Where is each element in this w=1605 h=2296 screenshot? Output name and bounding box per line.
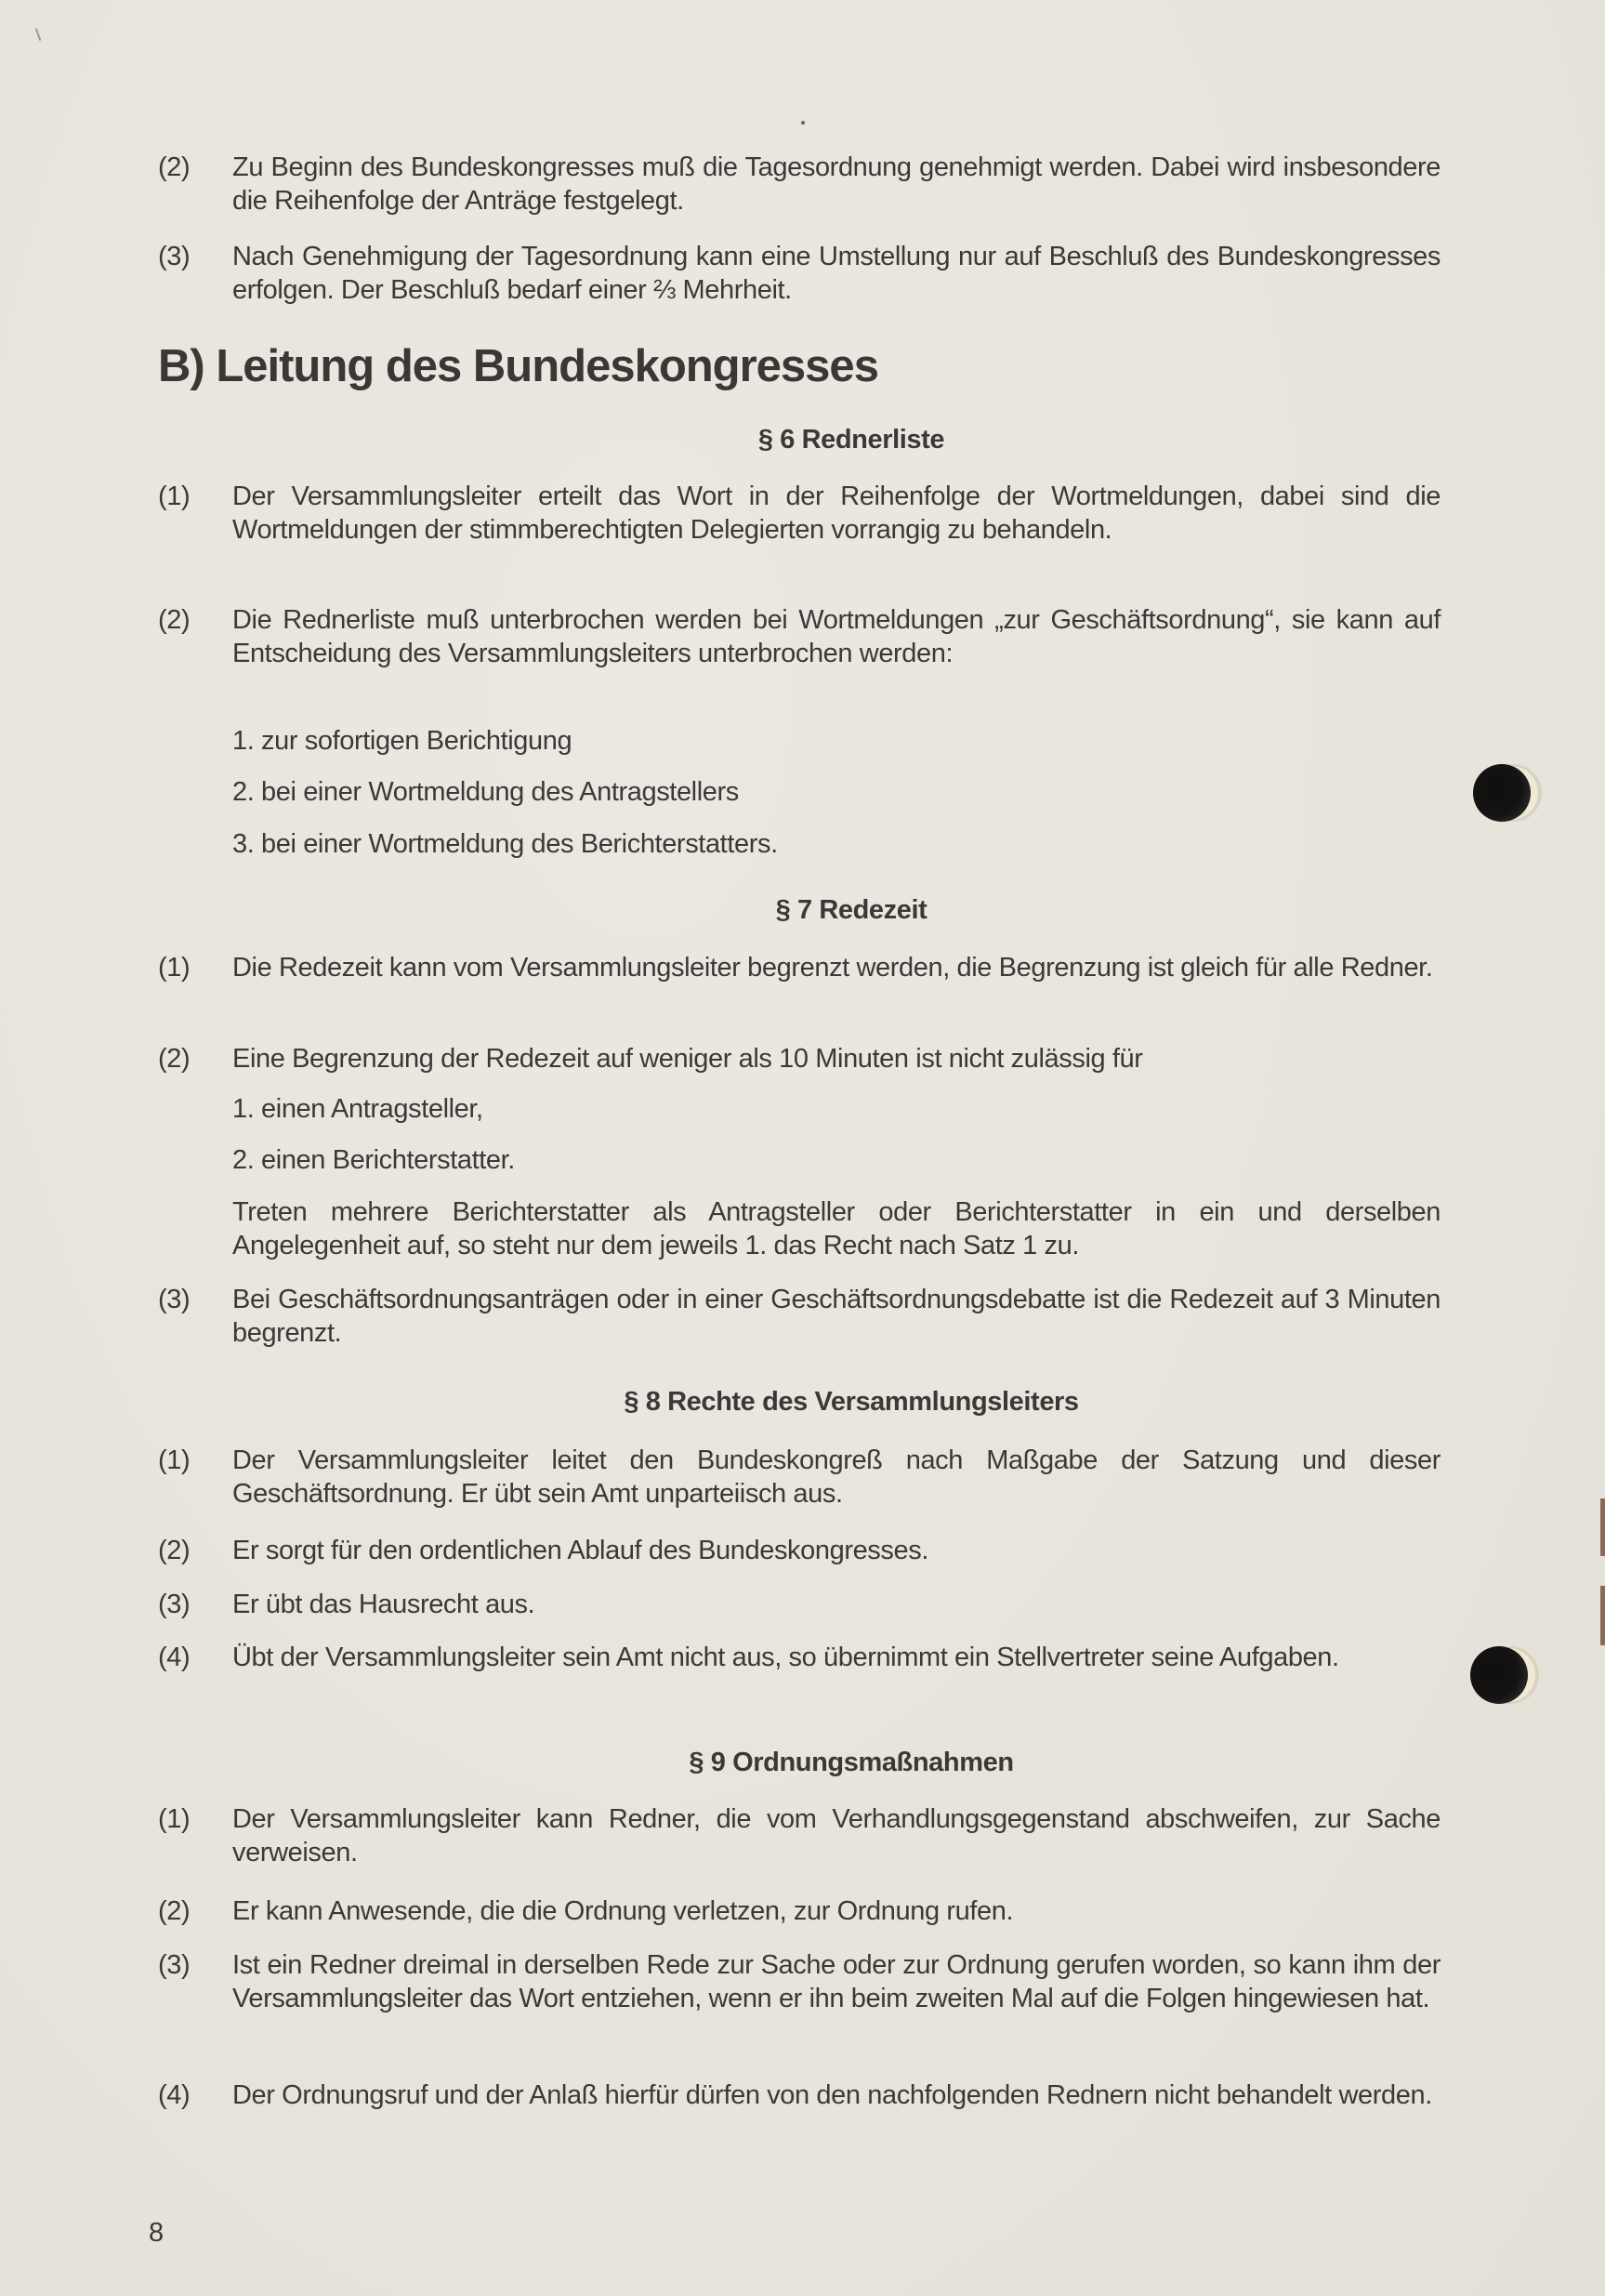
scan-speck — [801, 121, 805, 125]
paragraph-number: (3) — [158, 1590, 191, 1619]
paragraph-number: (2) — [158, 605, 191, 635]
paragraph-number: (3) — [158, 1950, 191, 1980]
list-item: 2. einen Berichterstatter. — [232, 1145, 515, 1175]
paragraph-text: Er kann Anwesende, die die Ordnung verletzen, zur Ordnung rufen. — [232, 1896, 1014, 1926]
paragraph-number: (2) — [158, 152, 191, 182]
section-heading: § 7 Redezeit — [775, 895, 927, 925]
section-heading: § 9 Ordnungsmaßnahmen — [689, 1748, 1014, 1777]
paragraph-text: Der Versammlungsleiter kann Redner, die vom Verhandlungsgegenstand abschweifen, zur Sache verweisen. — [232, 1804, 1441, 1867]
section-heading: § 8 Rechte des Versammlungsleiters — [624, 1387, 1079, 1417]
list-item: 1. einen Antragsteller, — [232, 1094, 483, 1124]
scan-mark — [35, 28, 42, 41]
binder-edge-mark — [1600, 1586, 1605, 1645]
paragraph-number: (1) — [158, 953, 191, 983]
list-item: 3. bei einer Wortmeldung des Berichterstatters. — [232, 829, 778, 859]
section-heading: § 6 Rednerliste — [757, 425, 945, 455]
paragraph-text: Der Versammlungsleiter leitet den Bundeskongreß nach Maßgabe der Satzung und dieser Geschäftsordnung. Er übt sein Amt unparteiisch aus. — [232, 1445, 1441, 1509]
page-number: 8 — [149, 2218, 164, 2248]
paragraph-number: (2) — [158, 1044, 191, 1074]
list-item: 1. zur sofortigen Berichtigung — [232, 726, 572, 756]
paragraph-number: (4) — [158, 1643, 191, 1672]
punch-hole — [1470, 1646, 1528, 1704]
paragraph-text: Er sorgt für den ordentlichen Ablauf des Bundeskongresses. — [232, 1536, 928, 1565]
paragraph-number: (3) — [158, 1285, 191, 1314]
paragraph-number: (3) — [158, 242, 191, 271]
paragraph-text: Die Redezeit kann vom Versammlungsleiter begrenzt werden, die Begrenzung ist gleich für alle Redner. — [232, 953, 1433, 983]
paragraph-text: Die Rednerliste muß unterbrochen werden bei Wortmeldungen „zur Geschäftsordnung“, sie kann auf Entscheidung des Versammlungsleiters unterbrochen werden: — [232, 605, 1441, 668]
paragraph-text: Zu Beginn des Bundeskongresses muß die Tagesordnung genehmigt werden. Dabei wird insbesondere die Reihenfolge der Anträge festgelegt. — [232, 152, 1441, 216]
paragraph-text: Treten mehrere Berichterstatter als Antragsteller oder Berichterstatter in ein und derselben Angelegenheit auf, so steht nur dem jeweils 1. das Recht nach Satz 1 zu. — [232, 1197, 1441, 1260]
paragraph-text: Der Versammlungsleiter erteilt das Wort in der Reihenfolge der Wortmeldungen, dabei sind die Wortmeldungen der stimmberechtigten Delegierten vorrangig zu behandeln. — [232, 482, 1441, 545]
paragraph-number: (1) — [158, 1445, 191, 1475]
list-item: 2. bei einer Wortmeldung des Antragstellers — [232, 777, 739, 807]
paragraph-number: (2) — [158, 1896, 191, 1926]
binder-edge-mark — [1600, 1498, 1605, 1556]
paragraph-text: Eine Begrenzung der Redezeit auf weniger als 10 Minuten ist nicht zulässig für — [232, 1044, 1143, 1074]
paragraph-text: Bei Geschäftsordnungsanträgen oder in einer Geschäftsordnungsdebatte ist die Redezeit auf 3 Minuten begrenzt. — [232, 1285, 1441, 1348]
paragraph-number: (2) — [158, 1536, 191, 1565]
punch-hole — [1473, 764, 1531, 822]
paragraph-number: (1) — [158, 482, 191, 511]
paragraph-text: Nach Genehmigung der Tagesordnung kann eine Umstellung nur auf Beschluß des Bundeskongresses erfolgen. Der Beschluß bedarf einer ⅔ Mehrheit. — [232, 242, 1441, 305]
paragraph-number: (4) — [158, 2080, 191, 2110]
paragraph-text: Ist ein Redner dreimal in derselben Rede zur Sache oder zur Ordnung gerufen worden, so kann ihm der Versammlungsleiter das Wort entziehen, wenn er ihn beim zweiten Mal auf die Folgen hingewiesen hat. — [232, 1950, 1441, 2013]
paragraph-number: (1) — [158, 1804, 191, 1834]
paragraph-text: Der Ordnungsruf und der Anlaß hierfür dürfen von den nachfolgenden Rednern nicht behandelt werden. — [232, 2080, 1432, 2110]
paragraph-text: Er übt das Hausrecht aus. — [232, 1590, 535, 1619]
section-title: B) Leitung des Bundeskongresses — [158, 341, 878, 391]
paragraph-text: Übt der Versammlungsleiter sein Amt nicht aus, so übernimmt ein Stellvertreter seine Aufgaben. — [232, 1643, 1339, 1672]
